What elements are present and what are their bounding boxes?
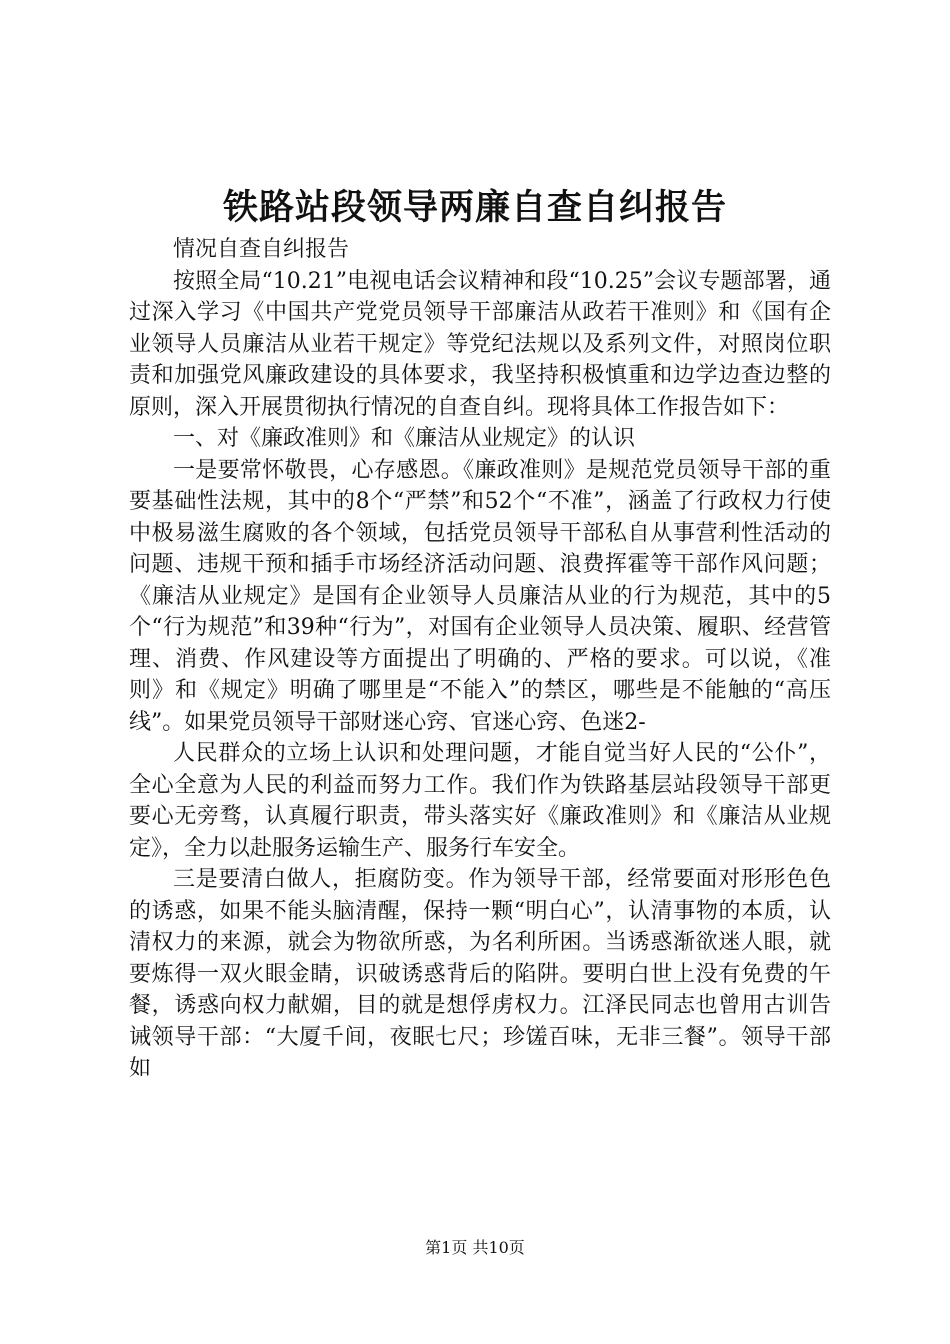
paragraph-point-1: 一是要常怀敬畏，心存感恩。《廉政准则》是规范党员领导干部的重要基础性法规，其中的8个“严禁”和52个“不准”，涵盖了行政权力行使中极易滋生腐败的各个领域，包括党员领导干部私自从事营利性活动的问题、违规干预和插手市场经济活动问题、浪费挥霍等干部作风问题；《廉洁从业规定》是国有企业领导人员廉洁从业的行为规范，其中的5个“行为规范”和39种“行为”，对国有企业领导人员决策、履职、经营管理、消费、作风建设等方面提出了明确的、严格的要求。可以说，《准则》和《规定》明确了哪里是“不能入”的禁区，哪些是不能触的“高压线”。如果党员领导干部财迷心窍、官迷心窍、色迷2- [129, 457, 831, 735]
document-body [129, 234, 831, 1085]
section-heading-1: 一、对《廉政准则》和《廉洁从业规定》的认识 [173, 426, 636, 451]
paragraph-intro: 按照全局“10.21”电视电话会议精神和段“10.25”会议专题部署，通过深入学习《中国共产党党员领导干部廉洁从政若干准则》和《国有企业领导人员廉洁从业若干规定》等党纪法规以及系列文件，对照岗位职责和加强党风廉政建设的具体要求，我坚持积极慎重和边学边查边整的原则，深入开展贯彻执行情况的自查自纠。现将具体工作报告如下： [129, 268, 831, 420]
paragraph-point-3: 三是要清白做人，拒腐防变。作为领导干部，经常要面对形形色色的诱惑，如果不能头脑清醒，保持一颗“明白心”，认清事物的本质，认清权力的来源，就会为物欲所惑，为名利所困。当诱惑渐欲迷人眼，就要炼得一双火眼金睛，识破诱惑背后的陷阱。要明白世上没有免费的午餐，诱惑向权力献媚，目的就是想俘虏权力。江泽民同志也曾用古训告诫领导干部：“大厦千间，夜眠七尺；珍馐百味，无非三餐”。领导干部如 [129, 867, 831, 1081]
paragraph-subtitle: 情况自查自纠报告 [173, 237, 350, 262]
paragraph-continuation: 人民群众的立场上认识和处理问题，才能自觉当好人民的“公仆”，全心全意为人民的利益而努力工作。我们作为铁路基层站段领导干部更要心无旁骛，认真履行职责，带头落实好《廉政准则》和《廉洁从业规定》，全力以赴服务运输生产、服务行车安全。 [129, 741, 831, 861]
document-title: 铁路站段领导两廉自查自纠报告 [222, 187, 727, 228]
page-number-footer: 第1页 共10页 [425, 1238, 525, 1257]
